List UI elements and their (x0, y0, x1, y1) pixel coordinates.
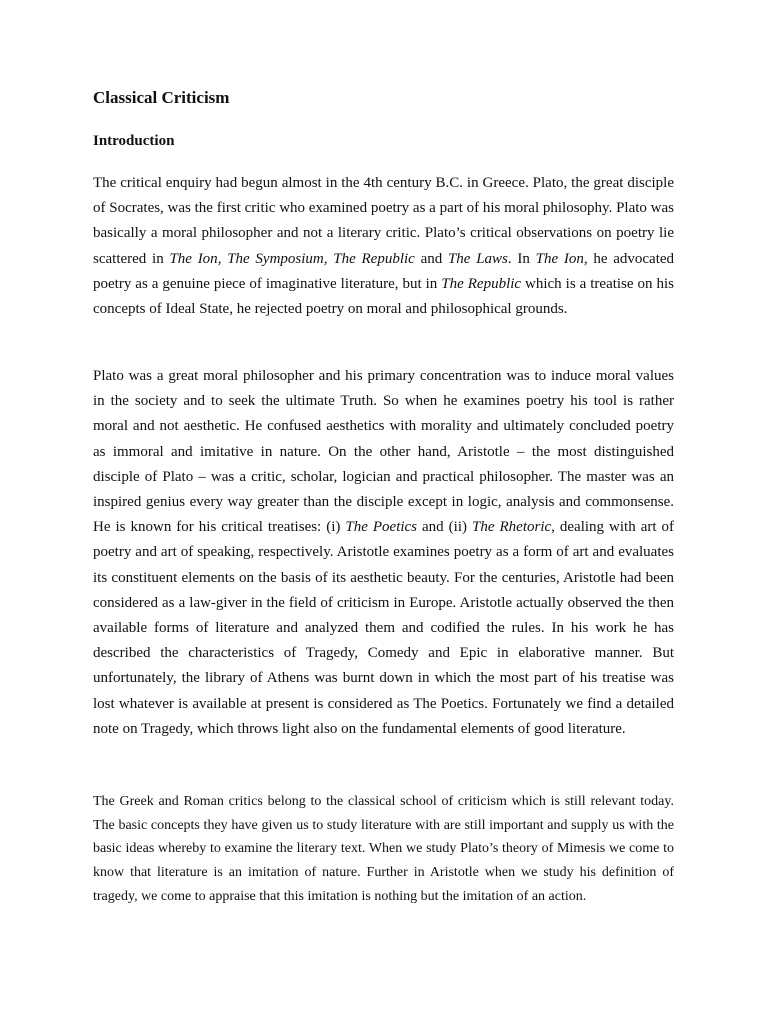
work-title-the-ion: The Ion (169, 250, 218, 267)
paragraph-1-text-1: The critical enquiry had begun almost in the 4th century B.C. in Greece. Plato, the great disciple of Socrates, was the first critic who examined poetry as a part of his moral philosophy. Plato was basically a moral philosopher and not a literary critic. Plato’s critical observations on poetry lie scattered in (93, 175, 674, 267)
paragraph-1-text-2: , (217, 250, 228, 267)
paragraph-1-text-7: which is a treatise on his concepts of Ideal State, he rejected poetry on moral and philosophical grounds. (93, 275, 674, 318)
paragraph-2-text-2: and (ii) (417, 519, 472, 536)
paragraph-1-text-5: . In (507, 250, 536, 267)
work-title-the-ion-2: The Ion (535, 250, 584, 267)
paragraph-3: The Greek and Roman critics belong to the classical school of criticism which is still relevant today. The basic concepts they have given us to study literature with are still important and supply us with the basic ideas whereby to examine the literary text. When we study Plato’s theory of Mimesis we come to know that literature is an imitation of nature. Further in Aristotle when we study his definition of tragedy, we come to appraise that this imitation is nothing but the imitation of an action. (93, 794, 674, 904)
work-title-the-laws: The Laws (447, 250, 508, 267)
work-title-the-republic-2: The Republic (441, 275, 522, 292)
document-page (93, 0, 674, 1024)
paragraph-2 (93, 364, 674, 742)
section-heading-introduction: Introduction (93, 133, 175, 149)
paragraph-2-text-1: Plato was a great moral philosopher and his primary concentration was to induce moral values in the society and to seek the ultimate Truth. So when he examines poetry his tool is rather moral and not aesthetic. He confused aesthetics with morality and ultimately concluded poetry as immoral and imitative in nature. On the other hand, Aristotle – the most distinguished disciple of Plato – was a critic, scholar, logician and practical philosopher. The master was an inspired genius every way greater than the disciple except in logic, analysis and commonsense. He is known for his critical treatises: (i) (93, 368, 674, 536)
work-title-the-poetics: The Poetics (345, 519, 418, 536)
work-title-the-republic: The Republic (333, 250, 415, 267)
paragraph-1-text-6: , he advocated poetry as a genuine piece of imaginative literature, but in (93, 250, 675, 292)
paragraph-1-text-4: and (414, 250, 448, 267)
work-title-the-rhetoric: The Rhetoric (472, 519, 552, 536)
paragraph-2-text-3: , dealing with art of poetry and art of speaking, respectively. Aristotle examines poetry as a form of art and evaluates its constituent elements on the basis of its aesthetic beauty. For the centuries, Aristotle had been considered as a law-giver in the field of criticism in Europe. Aristotle actually observed the then available forms of literature and analyzed them and codified the rules. In his work he has described the characteristics of Tragedy, Comedy and Epic in elaborative manner. But unfortunately, the library of Athens was burnt down in which the most part of his treatise was lost whatever is available at present is considered as The Poetics. Fortunately we find a detailed note on Tragedy, which throws light also on the fundamental elements of good literature. (93, 519, 675, 737)
paragraph-1-text-3: , (323, 250, 334, 267)
document-title: Classical Criticism (93, 88, 230, 107)
work-title-the-symposium: The Symposium (227, 250, 324, 267)
paragraph-1 (93, 171, 674, 322)
